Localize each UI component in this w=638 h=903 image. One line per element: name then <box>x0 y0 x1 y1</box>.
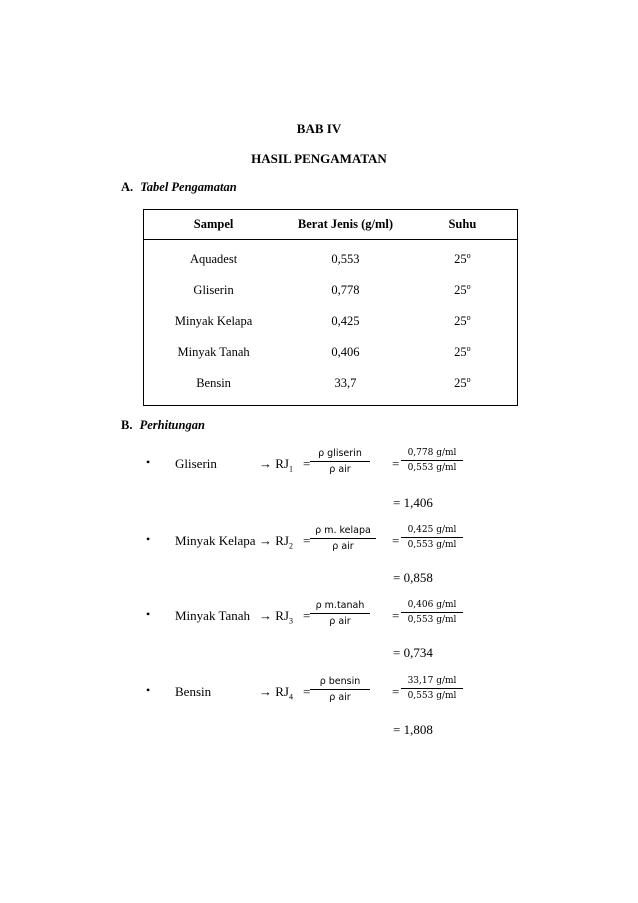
equals-sign: = <box>392 684 400 699</box>
cell-berat: 0,425 <box>331 314 360 328</box>
section-b-title: Perhitungan <box>139 418 205 432</box>
section-a-label <box>121 180 237 195</box>
formula-fraction <box>310 525 376 552</box>
bullet-icon: • <box>146 532 151 546</box>
header-suhu: Suhu <box>408 210 518 240</box>
section-a-title: Tabel Pengamatan <box>140 180 237 194</box>
calc-result: = 1,808 <box>393 722 433 737</box>
calc-result: = 0,734 <box>393 645 433 660</box>
equals-sign: = <box>392 608 400 623</box>
calc-rj-label: → $RJ_2$ <box>259 533 293 551</box>
page-heading: HASIL PENGAMATAN <box>251 151 387 166</box>
formula-denominator: ρ air <box>329 464 351 475</box>
cell-suhu: 25$^o$ <box>454 344 471 360</box>
equals-sign: = <box>392 533 400 548</box>
section-b-marker: B. <box>121 418 133 432</box>
value-numerator: 33,17 g/ml <box>401 676 463 689</box>
section-a-marker: A. <box>121 180 134 194</box>
calc-result: = 0,858 <box>393 570 433 585</box>
cell-berat: 0,778 <box>331 283 360 297</box>
calc-sample-name: Gliserin <box>175 456 217 471</box>
cell-berat: 0,553 <box>331 252 360 266</box>
cell-sampel: Bensin <box>196 376 231 390</box>
formula-denominator: ρ air <box>332 541 354 552</box>
formula-numerator: ρ bensin <box>310 676 370 690</box>
section-b-label <box>121 418 205 433</box>
table-row <box>144 337 518 368</box>
cell-suhu: 25$^o$ <box>454 282 471 298</box>
formula-denominator: ρ air <box>329 616 351 627</box>
value-numerator: 0,425 g/ml <box>401 525 463 538</box>
table-header-row <box>144 210 518 240</box>
calc-rj-label: → $RJ_1$ <box>259 456 293 474</box>
cell-suhu: 25$^o$ <box>454 375 471 391</box>
formula-fraction <box>310 448 370 475</box>
cell-berat: 0,406 <box>331 345 360 359</box>
equals-sign: = <box>303 608 311 623</box>
cell-sampel: Minyak Kelapa <box>174 314 253 328</box>
header-sampel: Sampel <box>144 210 284 240</box>
value-numerator: 0,778 g/ml <box>401 448 463 461</box>
formula-numerator: ρ m. kelapa <box>310 525 376 539</box>
value-fraction <box>401 600 463 625</box>
bullet-icon: • <box>146 455 151 469</box>
table-row <box>144 368 518 406</box>
calc-sample-name: Minyak Kelapa <box>175 533 256 548</box>
value-denominator: 0,553 g/ml <box>407 540 457 550</box>
formula-numerator: ρ gliserin <box>310 448 370 462</box>
value-fraction <box>401 448 463 473</box>
formula-fraction <box>310 600 370 627</box>
chapter-title: BAB IV <box>296 121 342 136</box>
calc-rj-label: → $RJ_3$ <box>259 608 293 626</box>
formula-numerator: ρ m.tanah <box>310 600 370 614</box>
value-numerator: 0,406 g/ml <box>401 600 463 613</box>
value-fraction <box>401 525 463 550</box>
value-denominator: 0,553 g/ml <box>407 463 457 473</box>
equals-sign: = <box>303 684 311 699</box>
bullet-icon: • <box>146 683 151 697</box>
calc-rj-label: → $RJ_4$ <box>259 684 293 702</box>
cell-sampel: Aquadest <box>189 252 238 266</box>
calc-result: = 1,406 <box>393 495 433 510</box>
equals-sign: = <box>303 533 311 548</box>
cell-sampel: Gliserin <box>193 283 234 297</box>
value-denominator: 0,553 g/ml <box>407 615 457 625</box>
value-fraction <box>401 676 463 701</box>
cell-suhu: 25$^o$ <box>454 251 471 267</box>
observation-table <box>143 209 518 406</box>
cell-suhu: 25$^o$ <box>454 313 471 329</box>
bullet-icon: • <box>146 607 151 621</box>
calc-sample-name: Bensin <box>175 684 212 699</box>
table-row <box>144 306 518 337</box>
value-denominator: 0,553 g/ml <box>407 691 457 701</box>
header-berat-jenis: Berat Jenis (g/ml) <box>283 210 408 240</box>
calc-sample-name: Minyak Tanah <box>175 608 251 623</box>
formula-denominator: ρ air <box>329 692 351 703</box>
table-row <box>144 275 518 306</box>
cell-berat: 33,7 <box>334 376 357 390</box>
formula-fraction <box>310 676 370 703</box>
table-row <box>144 240 518 276</box>
equals-sign: = <box>303 456 311 471</box>
cell-sampel: Minyak Tanah <box>177 345 250 359</box>
equals-sign: = <box>392 456 400 471</box>
